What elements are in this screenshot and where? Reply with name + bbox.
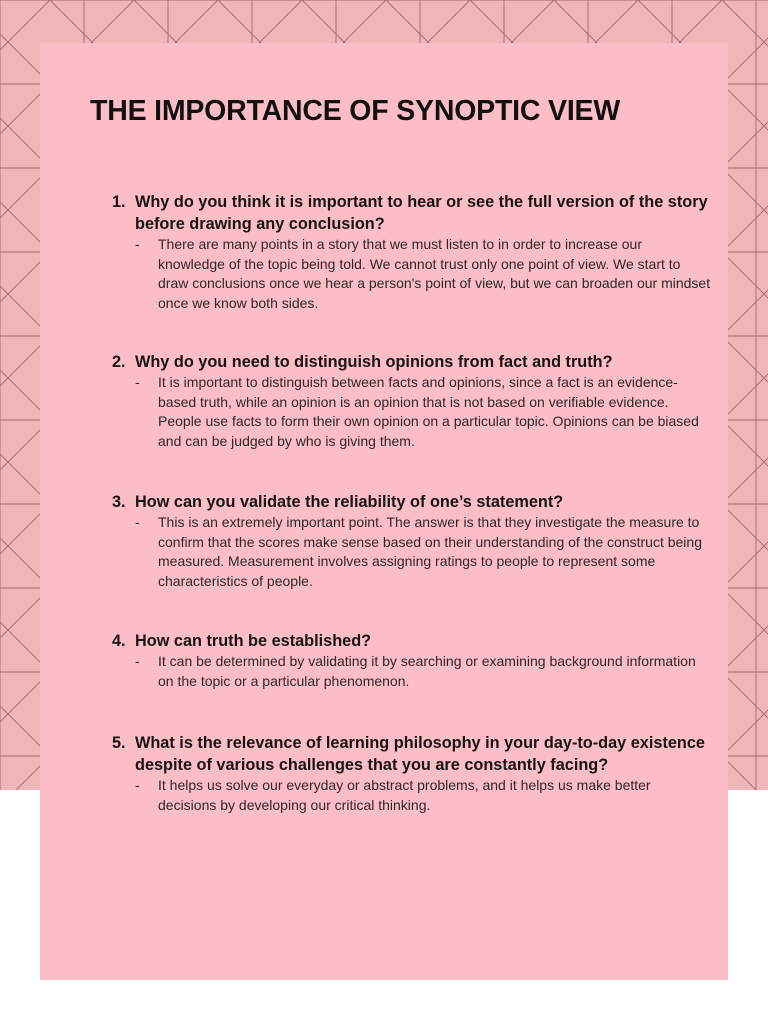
qa-item-1 [112, 191, 712, 313]
question-number: 2. [112, 353, 126, 371]
question-text: Why do you think it is important to hear or see the full version of the story before drawing any conclusion? [135, 193, 708, 233]
answer [135, 776, 712, 815]
document-title: THE IMPORTANCE OF SYNOPTIC VIEW [90, 95, 621, 127]
answer [135, 235, 712, 313]
question [112, 491, 712, 513]
question-text: Why do you need to distinguish opinions from fact and truth? [135, 353, 613, 371]
answer-dash: - [135, 514, 140, 530]
answer [135, 513, 712, 591]
answer-text: It can be determined by validating it by searching or examining background information on the topic or a particular phenomenon. [158, 653, 696, 689]
question-number: 4. [112, 632, 126, 650]
answer-dash: - [135, 374, 140, 390]
document-card [40, 43, 728, 980]
qa-item-4 [112, 630, 712, 691]
question-text: What is the relevance of learning philosophy in your day-to-day existence despite of various challenges that you are constantly facing? [135, 734, 705, 774]
question-number: 3. [112, 493, 126, 511]
answer [135, 652, 712, 691]
question [112, 191, 712, 235]
question-text: How can truth be established? [135, 632, 372, 650]
question-text: How can you validate the reliability of one’s statement? [135, 493, 564, 511]
qa-item-3 [112, 491, 712, 591]
answer-text: It is important to distinguish between facts and opinions, since a fact is an evidence-based truth, while an opinion is an opinion that is not based on verifiable evidence. People use facts to form their own opinion on a particular topic. Opinions can be biased and can be judged by who is giving them. [158, 374, 699, 449]
question [112, 351, 712, 373]
question-number: 1. [112, 193, 126, 211]
answer-text: There are many points in a story that we must listen to in order to increase our knowledge of the topic being told. We cannot trust only one point of view. We start to draw conclusions once we hear a person's point of view, but we can broaden our mindset once we know both sides. [158, 236, 711, 311]
question-number: 5. [112, 734, 126, 752]
qa-item-2 [112, 351, 712, 451]
answer-dash: - [135, 777, 140, 793]
question [112, 732, 712, 776]
answer [135, 373, 712, 451]
answer-text: This is an extremely important point. The answer is that they investigate the measure to confirm that the scores make sense based on their understanding of the construct being measured. Measurement involves assigning ratings to people to represent some characteristics of people. [158, 514, 702, 589]
qa-item-5 [112, 732, 712, 815]
answer-dash: - [135, 653, 140, 669]
answer-text: It helps us solve our everyday or abstract problems, and it helps us make better decisions by developing our critical thinking. [158, 777, 651, 813]
question [112, 630, 712, 652]
answer-dash: - [135, 236, 140, 252]
